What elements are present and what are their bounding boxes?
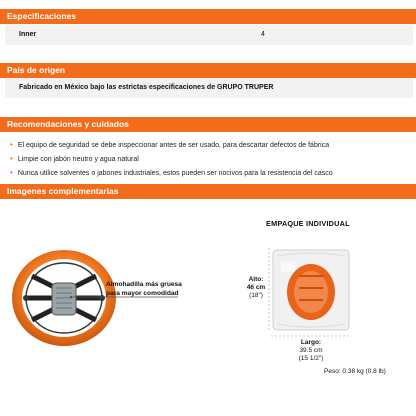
list-item: • Limpie con jabón neutro y agua natural [10,154,139,163]
recommendations-header: Recomendaciones y cuidados [0,117,416,132]
images-header: Imagenes complementarias [0,184,416,199]
length-value: 39.5 cm [299,347,323,354]
height-value: 46 cm [246,284,266,291]
origin-row [5,78,413,98]
packaging-title: EMPAQUE INDIVIDUAL [266,219,350,228]
height-inches: (18") [249,292,263,299]
list-item: • Nunca utilice solventes o jabones industriales, estos pueden ser nocivos para la resistencia del casco [10,168,333,177]
length-label: Largo: [300,339,322,346]
packaging-image [271,248,351,332]
spec-label: Inner [19,31,37,38]
length-dimension-line [271,334,351,338]
callout-line2: para mayor comodidad [106,290,179,297]
list-item: • El equipo de seguridad se debe inspeccionar antes de ser usado, para descartar defectos de fábrica [10,140,329,149]
callout-line1: Almohadilla más gruesa [106,281,182,288]
origin-text: Fabricado en México bajo las estrictas especificaciones de GRUPO TRUPER [19,84,274,91]
height-dimension [243,276,269,300]
spec-row-inner [5,25,413,45]
specs-header: Especificaciones [0,9,416,24]
spec-value: 4 [261,31,265,38]
length-inches: (15 1/2") [298,355,324,362]
weight-text: Peso: 0.38 kg (0.8 lb) [324,368,386,375]
bagged-helmet-icon [271,248,351,332]
height-label: Alto: [248,276,264,283]
origin-header: País de origen [0,63,416,78]
length-dimension [291,339,331,363]
